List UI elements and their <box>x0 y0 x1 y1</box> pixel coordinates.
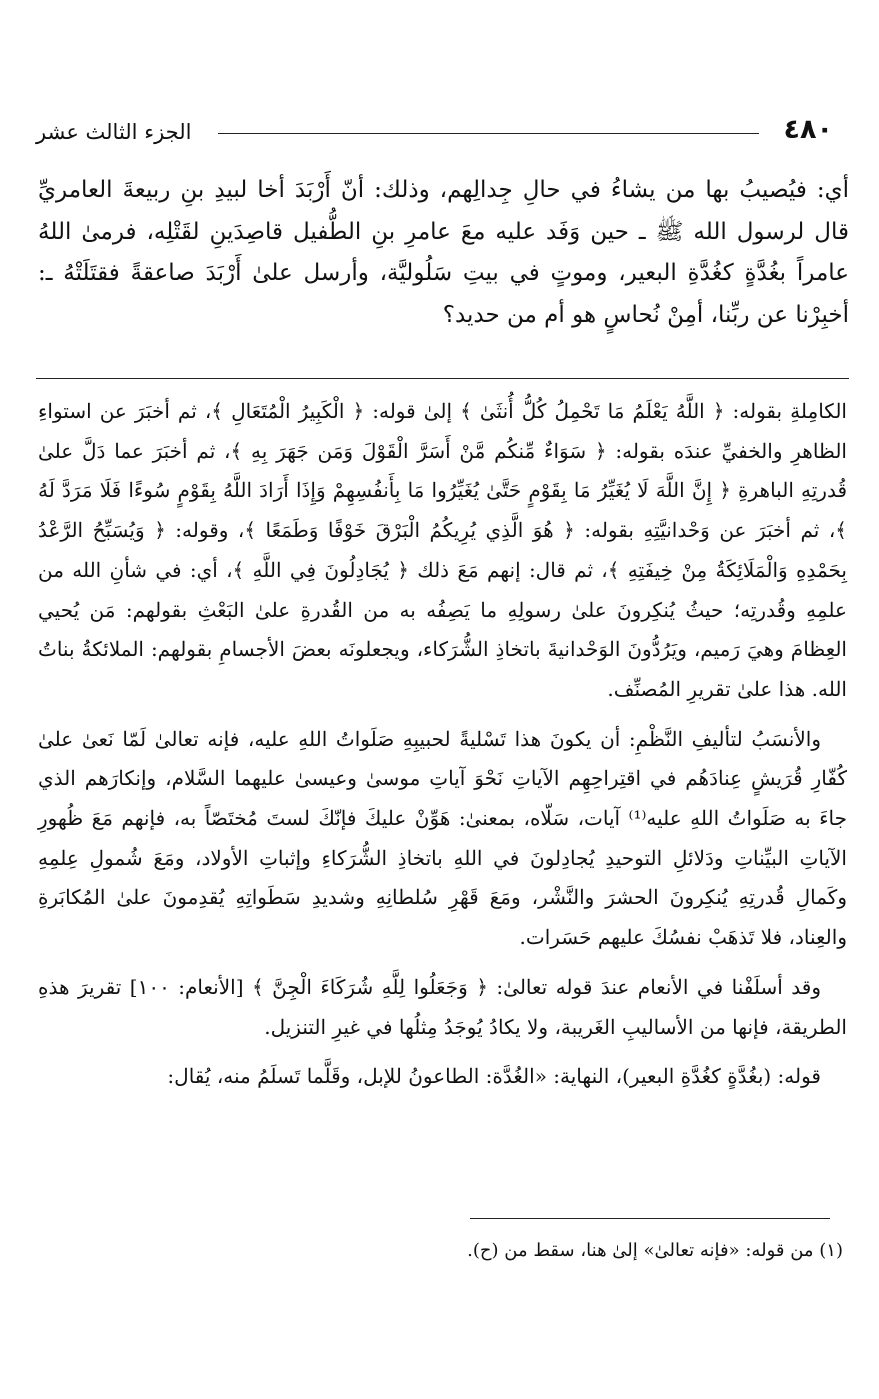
commentary-paragraph-4: قوله: (بغُدَّةٍ كغُدَّةِ البعير)، النهاية: «الغُدَّة: الطاعونُ للإبل، وقَلَّما تَسلَمُ منه، يُقال: <box>167 1064 821 1089</box>
header-rule <box>218 133 759 134</box>
commentary-paragraph-2: والأنسَبُ لتأليفِ النَّظْمِ: أن يكونَ هذا تَسْليةً لحبيبِهِ صَلَواتُ اللهِ عليه، فإنه تعالىٰ لَمّا نَعىٰ علىٰ كُفّارِ قُرَيشٍ عِنادَهُم في اقتِراحِهِم الآياتِ نَحْوَ آياتِ موسىٰ وعيسىٰ عليهما السَّلام، وإنكارَهم الذي جاءَ به صَلَواتُ اللهِ عليه⁽¹⁾ آيات، سَلّاه، بمعنىٰ: هَوِّنْ عليكَ فإنّكَ لستَ مُختَصّاً به، فإنهم مَعَ ظُهورِ الآياتِ البيِّناتِ ودَلائلِ التوحيدِ يُجادِلونَ في اللهِ باتخاذِ الشُّرَكاءِ وإثباتِ الأولاد، ومَعَ شُمولِ عِلمِهِ وكَمالِ قُدرتِهِ يُنكِرونَ الحشرَ والنَّشْر، ومَعَ قَهْرِ سُلطانِهِ وشديدِ سَطَواتِهِ يُقدِمونَ علىٰ المُكابَرةِ والعِناد، فلا تَذهَبْ نفسُكَ عليهم حَسَرات. <box>38 726 847 950</box>
commentary-paragraph-3: وقد أسلَفْنا في الأنعام عندَ قوله تعالىٰ: ﴿ وَجَعَلُوا لِلَّهِ شُرَكَاءَ الْجِنَّ ﴾ [الأنعام: ١٠٠] تقريرَ هذهِ الطريقة، فإنها من الأساليبِ الغَريبة، ولا يكادُ يُوجَدُ مِثلُها في غيرِ التنزيل. <box>38 974 847 1039</box>
running-title: الجزء الثالث عشر <box>36 120 192 144</box>
footnote: (١) من قوله: «فإنه تعالىٰ» إلىٰ هنا، سقط من (ح). <box>467 1240 843 1261</box>
commentary-paragraph-1: الكامِلةِ بقوله: ﴿ اللَّهُ يَعْلَمُ مَا تَحْمِلُ كُلُّ أُنثَىٰ ﴾ إلىٰ قوله: ﴿ الْكَبِيرُ الْمُتَعَالِ ﴾، ثم أخبَرَ عن استواءِ الظاهرِ والخفيِّ عندَه بقوله: ﴿ سَوَاءٌ مِّنكُم مَّنْ أَسَرَّ الْقَوْلَ وَمَن جَهَرَ بِهِ ﴾، ثم أخبَرَ عما دَلَّ علىٰ قُدرتِهِ الباهرةِ ﴿ إِنَّ اللَّهَ لَا يُغَيِّرُ مَا بِقَوْمٍ حَتَّىٰ يُغَيِّرُوا مَا بِأَنفُسِهِمْ وَإِذَا أَرَادَ اللَّهُ بِقَوْمٍ سُوءًا فَلَا مَرَدَّ لَهُ ﴾، ثم أخبَرَ عن وَحْدانيَّتِهِ بقوله: ﴿ هُوَ الَّذِي يُرِيكُمُ الْبَرْقَ خَوْفًا وَطَمَعًا ﴾، وقوله: ﴿ وَيُسَبِّحُ الرَّعْدُ بِحَمْدِهِ وَالْمَلَائِكَةُ مِنْ خِيفَتِهِ ﴾، ثم قال: إنهم مَعَ ذلك ﴿ يُجَادِلُونَ فِي اللَّهِ ﴾، أي: في شأنِ الله من علمِهِ وقُدرتِه؛ حيثُ يُنكِرونَ علىٰ رسولِهِ ما يَصِفُه به من القُدرةِ علىٰ البَعْثِ بقولهم: مَن يُحيي العِظامَ وهيَ رَميم، ويَرُدُّونَ الوَحْدانيةَ باتخاذِ الشُّرَكاء، ويجعلونَه بعضَ الأجسامِ بقولهم: الملائكةُ بناتُ الله. هذا علىٰ تقريرِ المُصنِّف. <box>38 399 847 701</box>
page-number: ٤٨٠ <box>783 114 833 145</box>
footnote-rule <box>470 1218 830 1219</box>
commentary <box>38 392 847 1107</box>
page-header <box>28 112 839 152</box>
section-divider <box>36 378 849 379</box>
main-text-paragraph: أي: فيُصيبُ بها من يشاءُ في حالِ جِدالِهم، وذلك: أنّ أَرْبَدَ أخا لبيدِ بنِ ربيعةَ العامريِّ قال لرسول الله ﷺ ـ حين وَفَد عليه معَ عامرِ بنِ الطُّفيل قاصِدَينِ لقَتْلِه، فرمىٰ اللهُ عامراً بغُدَّةٍ كغُدَّةِ البعير، وموتٍ في بيتِ سَلُوليَّة، وأرسل علىٰ أَرْبَدَ صاعقةً فقتَلَتْهُ ـ: أخبِرْنا عن ربِّنا، أمِنْ نُحاسٍ هو أم من حديد؟ <box>38 177 849 328</box>
main-text <box>38 170 849 336</box>
